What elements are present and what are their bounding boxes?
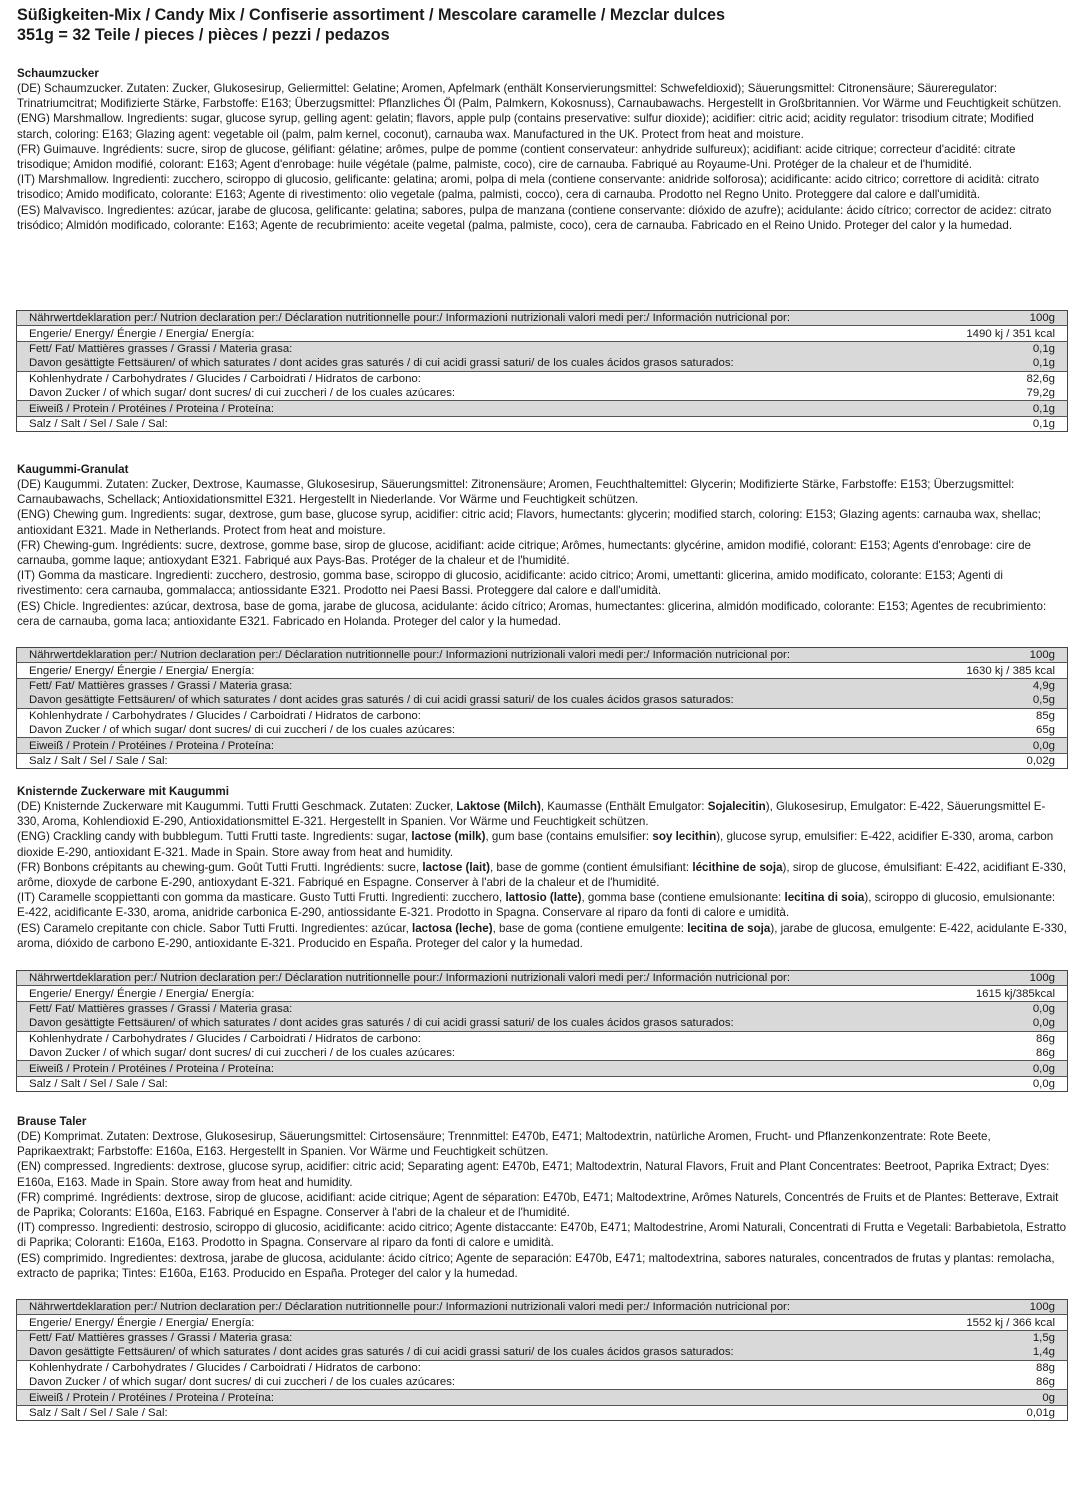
nutrient-label: Fett/ Fat/ Mattières grasses / Grassi / Materia grasa: — [17, 1001, 914, 1016]
nutrient-label: Nährwertdeklaration per:/ Nutrion declaration per:/ Déclaration nutritionnelle pour:/ Informazioni nutrizionali valori medi per:/ Información nutricional por: — [17, 1300, 914, 1315]
nutrient-label: Davon Zucker / of which sugar/ dont sucres/ di cui zuccheri / de los cuales azúcares: — [29, 387, 456, 400]
nutrition-header-row — [17, 1300, 1068, 1315]
nutrient-label: Kohlenhydrate / Carbohydrates / Glucides / Carboidrati / Hidratos de carbono: — [17, 1031, 914, 1046]
ingredients-paragraph — [17, 890, 1067, 920]
nutrition-row-energy — [17, 663, 1068, 678]
ingredients-paragraph — [17, 1220, 1067, 1250]
nutrient-value: 100g — [913, 1300, 1068, 1315]
ingredients-run: (ES) Malvavisco. Ingredientes: azúcar, jarabe de glucosa, gelificante: gelatina; sabores, pulpa de manzana (contiene conservante: dióxido de azufre); acidulante: ácido cítrico; corrector de acidez: citrato trisódico; Almidón modificado, colorante: E163; Agente de recubrimiento: aceite vegetal (palma, palmiste, coco), cera de carnauba. Fabricado en el Reino Unido. Proteger del calor y la humedad. — [17, 203, 1052, 232]
nutrient-label: Engerie/ Energy/ Énergie / Energia/ Energía: — [17, 986, 914, 1001]
ingredients-run: (ES) Caramelo crepitante con chicle. Sabor Tutti Frutti. Ingredientes: azúcar, — [17, 921, 413, 935]
ingredients-run: , gomma base (contiene emulsionante: — [581, 891, 785, 905]
allergen-text: lactose (milk) — [411, 830, 486, 844]
ingredients-run: ), glucose syrup, emulsifier: E-422, acidifier E-330, aroma, carbon dioxide E-290, antioxidant E-321. Made in Spain. Store away from heat and humidity. — [17, 830, 1054, 859]
allergen-text: lattosio (latte) — [505, 891, 582, 905]
ingredients-paragraph — [17, 921, 1067, 951]
nutrition-row-protein — [17, 1061, 1068, 1076]
nutrient-label: Kohlenhydrate / Carbohydrates / Glucides / Carboidrati / Hidratos de carbono: — [17, 708, 914, 723]
nutrient-value: 0,1g — [913, 341, 1068, 356]
nutrient-label: Davon Zucker / of which sugar/ dont sucres/ di cui zuccheri / de los cuales azúcares: — [29, 1047, 456, 1060]
ingredients-run: (ENG) Chewing gum. Ingredients: sugar, dextrose, gum base, glucose syrup, acidifier: citric acid; Flavors, humectants: glycerin; modified starch, coloring: E153; Glazing agents: carnauba wax, shellac; antioxidant E321. Made in Netherlands. Protect from heat and moisture. — [17, 508, 1041, 537]
product-section-kaugummi-granulat — [17, 462, 1067, 629]
nutrition-row-protein — [17, 401, 1068, 416]
ingredients-text — [17, 81, 1067, 233]
nutrient-value: 1,4g — [913, 1345, 1068, 1360]
nutrient-value: 0,1g — [913, 416, 1068, 431]
nutrient-label: Nährwertdeklaration per:/ Nutrion declaration per:/ Déclaration nutritionnelle pour:/ Informazioni nutrizionali valori medi per:/ Información nutricional por: — [17, 311, 914, 326]
ingredients-paragraph — [17, 799, 1067, 829]
ingredients-paragraph — [17, 81, 1067, 111]
ingredients-run: (DE) Schaumzucker. Zutaten: Zucker, Glukosesirup, Geliermittel: Gelatine; Aromen, Apfelmark (enthält Konservierungsmittel: Schwefeldioxid); Säuerungsmittel: Citronensäure; Säureregulator: Trinatriumcitrat; Modifizierte Stärke, Farbstoffe: E163; Überzugsmittel: Pflanzliches Öl (Palm, Palmkern, Kokosnuss), Carnaubawachs. Hergestellt in Großbritannien. Vor Wärme und Feuchtigkeit schützen. — [17, 82, 1062, 111]
product-section-brause-taler — [17, 1114, 1067, 1281]
ingredients-paragraph — [17, 142, 1067, 172]
nutrient-value: 0,0g — [913, 1016, 1068, 1031]
ingredients-run: (DE) Kaugummi. Zutaten: Zucker, Dextrose, Kaumasse, Glukosesirup, Säuerungsmittel: Zitronensäure; Aromen, Feuchthaltemittel: Glycerin; Modifizierte Stärke, Farbstoffe: E153; Überzugsmittel: Carnaubawachs, Schellack; Antioxidationsmittel E321. Hergestellt in Niederlande. Vor Wärme und Feuchtigkeit schützen. — [17, 478, 1015, 507]
nutrient-value: 86g — [913, 1031, 1068, 1046]
nutrition-row-energy — [17, 986, 1068, 1001]
nutrient-label: Fett/ Fat/ Mattières grasses / Grassi / Materia grasa: — [17, 341, 914, 356]
ingredients-run: (ENG) Crackling candy with bubblegum. Tutti Frutti taste. Ingredients: sugar, — [17, 830, 412, 844]
nutrient-label: Kohlenhydrate / Carbohydrates / Glucides / Carboidrati / Hidratos de carbono: — [17, 1360, 914, 1375]
ingredients-text — [17, 799, 1067, 951]
nutrient-label: Nährwertdeklaration per:/ Nutrion declaration per:/ Déclaration nutritionnelle pour:/ Informazioni nutrizionali valori medi per:/ Información nutricional por: — [17, 971, 914, 986]
ingredients-run: ), sirop de glucose, émulsifiant: E-422, acidifiant E-330, arôme, dioxyde de carbone E-290, antioxydant E-321. Fabriqué en Espagne. Conserver à l'abri de la chaleur et de l'humidité. — [17, 860, 1067, 890]
nutrition-row-saturated — [17, 356, 1068, 371]
nutrient-value: 82,6g — [913, 371, 1068, 386]
nutrition-row-energy — [17, 326, 1068, 341]
nutrition-row-carbohydrates — [17, 1360, 1068, 1375]
ingredients-run: (EN) compressed. Ingredients: dextrose, glucose syrup, acidifier: citric acid; Separating agent: E470b, E471; Maltodextrin, Natural Flavors, Fruit and Plant Concentrates: Beetroot, Paprika Extract; Dyes: E160a, E163. Made in Spain. Store away from heat and humidity. — [17, 1160, 1050, 1189]
nutrient-value: 88g — [913, 1360, 1068, 1375]
ingredients-run: (IT) compresso. Ingredienti: destrosio, sciroppo di glucosio, acidificante: acido citrico; Agente distaccante: E470b, E471; Maltodestrine, Aromi Naturali, Concentrati di Frutta e Vegetali: Barbabietola, Estratto di Paprika; Coloranti: E160a, E163. Prodotto in Spagna. Conservare al riparo da fonti di calore e umidità. — [17, 1221, 1067, 1250]
ingredients-run: , base de gomme (contient émulsifiant: — [489, 860, 693, 874]
nutrient-label: Eiweiß / Protein / Protéines / Proteina / Proteína: — [17, 401, 914, 416]
nutrition-row-protein — [17, 738, 1068, 753]
ingredients-run: (IT) Caramelle scoppiettanti con gomma da masticare. Gusto Tutti Frutti. Ingredienti: zucchero, — [17, 891, 506, 905]
product-name: Knisternde Zuckerware mit Kaugummi — [17, 785, 229, 798]
nutrient-label: Davon Zucker / of which sugar/ dont sucres/ di cui zuccheri / de los cuales azúcares: — [29, 1376, 456, 1389]
nutrient-value: 86g — [1035, 1047, 1055, 1060]
nutrient-label: Davon gesättigte Fettsäuren/ of which saturates / dont acides gras saturés / di cui acidi grassi saturi/ de los cuales ácidos grasos saturados: — [17, 1345, 914, 1360]
ingredients-run: , base de goma (contiene emulgente: — [492, 921, 688, 935]
product-section-knisternde-zuckerware — [17, 784, 1067, 951]
ingredients-paragraph — [17, 1129, 1067, 1159]
ingredients-run: (FR) comprimé. Ingrédients: dextrose, sirop de glucose, acidifiant: acide citrique; Agent de séparation: E470b, E471; Maltodextrine, Arômes Naturels, Concentrés de Fruits et de Plantes: Betterave, Extrait de Paprika; Colorants: E160a, E163. Fabriqué en Espagne. Conserver à l'abri de la chaleur et de l'humidité. — [17, 1190, 1059, 1220]
allergen-text: Laktose (Milch) — [456, 800, 541, 813]
nutrition-row-saturated — [17, 1016, 1068, 1031]
nutrient-value: 100g — [913, 971, 1068, 986]
nutrient-value: 0,01g — [913, 1405, 1068, 1420]
ingredients-paragraph — [17, 172, 1067, 202]
product-section-schaumzucker — [17, 66, 1067, 233]
ingredients-paragraph — [17, 599, 1067, 629]
ingredients-run: (ENG) Marshmallow. Ingredients: sugar, glucose syrup, gelling agent: gelatin; flavors, apple pulp (contains preservative: sulfur dioxide); acidifier: citric acid; acidity regulator: trisodium citrate; Modified starch, coloring: E163; Glazing agent: vegetable oil (palm, palm kernel, coconut), carnauba wax. Manufactured in the UK. Protect from heat and moisture. — [17, 112, 1034, 141]
ingredients-run: ), sciroppo di glucosio, emulsionante: E-422, acidificante E-330, aroma, anidride carbonica E-290, antiossidante E-321. Prodotto in Spagna. Conservare al riparo da fonti di calore e umidità. — [17, 891, 1056, 920]
nutrient-value: 0,02g — [913, 753, 1068, 768]
nutrition-row-salt — [17, 1076, 1068, 1091]
nutrient-value: 1490 kj / 351 kcal — [913, 326, 1068, 341]
nutrient-value: 1,5g — [913, 1330, 1068, 1345]
nutrient-label: Engerie/ Energy/ Énergie / Energia/ Energía: — [17, 1315, 914, 1330]
nutrient-label: Davon Zucker / of which sugar/ dont sucres/ di cui zuccheri / de los cuales azúcares: — [29, 724, 456, 737]
nutrition-table — [16, 310, 1068, 432]
nutrition-table — [16, 970, 1068, 1092]
document-header — [17, 6, 1069, 45]
nutrition-row-saturated — [17, 693, 1068, 708]
nutrition-row-protein — [17, 1390, 1068, 1405]
nutrition-row-salt — [17, 1405, 1068, 1420]
nutrient-label: Salz / Salt / Sel / Sale / Sal: — [17, 753, 914, 768]
nutrition-table — [16, 647, 1068, 769]
allergen-text: lactose (lait) — [422, 860, 490, 874]
nutrient-value: 0,0g — [913, 1076, 1068, 1091]
nutrient-label: Engerie/ Energy/ Énergie / Energia/ Energía: — [17, 326, 914, 341]
allergen-text: lactosa (leche) — [412, 921, 493, 935]
nutrition-row-fat — [17, 678, 1068, 693]
ingredients-text — [17, 1129, 1067, 1281]
nutrient-label: Salz / Salt / Sel / Sale / Sal: — [17, 1076, 914, 1091]
ingredients-paragraph — [17, 1159, 1067, 1189]
nutrient-value: 1630 kj / 385 kcal — [913, 663, 1068, 678]
nutrient-value: 1615 kj/385kcal — [913, 986, 1068, 1001]
ingredients-paragraph — [17, 829, 1067, 859]
ingredients-run: ), Glukosesirup, Emulgator: E-422, Säuerungsmittel E-330, Aroma, Kohlendioxid E-290, Antioxidationsmittel E-321. Hergestellt in Spanien. Vor Wärme und Feuchtigkeit schützen. — [17, 800, 1046, 829]
nutrition-row-sugar — [17, 1046, 1068, 1061]
ingredients-run: ), jarabe de glucosa, emulgente: E-422, acidulante E-330, aroma, dióxido de carbono E-290, antioxidante E-321. Producido en España. Proteger del calor y la humedad. — [17, 921, 1067, 950]
ingredients-run: (FR) Bonbons crépitants au chewing-gum. Goût Tutti Frutti. Ingrédients: sucre, — [17, 860, 423, 874]
nutrient-label: Eiweiß / Protein / Protéines / Proteina / Proteína: — [17, 1061, 914, 1076]
nutrition-row-sugar — [17, 386, 1068, 401]
document-subtitle: 351g = 32 Teile / pieces / pièces / pezzi / pedazos — [17, 25, 390, 44]
allergen-text: lecitina de soja — [687, 921, 771, 935]
nutrient-label: Fett/ Fat/ Mattières grasses / Grassi / Materia grasa: — [17, 1330, 914, 1345]
nutrient-label: Fett/ Fat/ Mattières grasses / Grassi / Materia grasa: — [17, 678, 914, 693]
ingredients-run: , gum base (contains emulsifier: — [485, 830, 653, 844]
nutrition-row-fat — [17, 1330, 1068, 1345]
product-name: Kaugummi-Granulat — [17, 463, 129, 476]
ingredients-run: (IT) Gomma da masticare. Ingredienti: zucchero, destrosio, gomma base, sciroppo di glucosio, acidificante: acido citrico; Aromi, umettanti: glicerina, amido modificato, colorante: E153; Agenti di rivestimento: cera carnauba, gommalacca; antiossidante E321. Prodotto nei Paesi Bassi. Proteggere dal calore e dall'umidità. — [17, 569, 1003, 598]
nutrient-label: Eiweiß / Protein / Protéines / Proteina / Proteína: — [17, 1390, 914, 1405]
nutrient-value: 0,5g — [913, 693, 1068, 708]
nutrition-header-row — [17, 648, 1068, 663]
ingredients-run: , Kaumasse (Enthält Emulgator: — [540, 800, 708, 813]
ingredients-paragraph — [17, 507, 1067, 537]
ingredients-run: (DE) Komprimat. Zutaten: Dextrose, Glukosesirup, Säuerungsmittel: Cirtosensäure; Trennmittel: E470b, E471; Maltodextrin, natürliche Aromen, Frucht- und Pflanzenkonzentrate: Rote Beete, Paprikaextrakt; Farbstoffe: E160a, E163. Hergestellt in Spanien. Vor Wärme und Feuchtigkeit schützen. — [17, 1130, 991, 1159]
document-title: Süßigkeiten-Mix / Candy Mix / Confiserie assortiment / Mescolare caramelle / Mezclar dulces — [17, 6, 725, 24]
nutrient-value: 0,0g — [913, 1001, 1068, 1016]
ingredients-paragraph — [17, 111, 1067, 141]
nutrition-header-row — [17, 311, 1068, 326]
nutrient-value: 0,0g — [913, 1061, 1068, 1076]
nutrition-row-salt — [17, 753, 1068, 768]
ingredients-run: (ES) Chicle. Ingredientes: azúcar, dextrosa, base de goma, jarabe de glucosa, acidulante: ácido cítrico; Aromas, humectantes: glicerina, almidón modificado, colorante: E153; Agentes de recubrimiento: cera de carnauba, goma laca; antioxidante E321. Fabricado en Holanda. Proteger del calor y la humedad. — [17, 599, 1047, 628]
nutrition-row-fat — [17, 1001, 1068, 1016]
nutrient-value: 79,2g — [1026, 387, 1055, 400]
nutrition-row-fat — [17, 341, 1068, 356]
ingredients-paragraph — [17, 477, 1067, 507]
allergen-text: lécithine de soja — [692, 860, 783, 874]
nutrition-row-salt — [17, 416, 1068, 431]
nutrient-label: Engerie/ Energy/ Énergie / Energia/ Energía: — [17, 663, 914, 678]
ingredients-paragraph — [17, 1251, 1067, 1281]
product-name: Schaumzucker — [17, 67, 99, 80]
nutrition-row-sugar — [17, 723, 1068, 738]
ingredients-paragraph — [17, 203, 1067, 233]
nutrient-value: 100g — [913, 648, 1068, 663]
ingredients-text — [17, 477, 1067, 629]
nutrient-label: Davon gesättigte Fettsäuren/ of which saturates / dont acides gras saturés / di cui acidi grassi saturi/ de los cuales ácidos grasos saturados: — [17, 1016, 914, 1031]
allergen-text: Sojalecitin — [707, 800, 766, 813]
product-name: Brause Taler — [17, 1115, 87, 1128]
ingredients-run: (IT) Marshmallow. Ingredienti: zucchero, sciroppo di glucosio, gelificante: gelatina; aromi, polpa di mela (contiene conservante: anidride solforosa); acidificante: acido citrico; correttore di acidità: citrato trisodico; Amido modificato, colorante: E163; Agente di rivestimento: olio vegetale (palma, palmisti, cocco), cera di carnauba. Prodotto nel Regno Unito. Proteggere dal calore e dall'umidità. — [17, 173, 1040, 202]
nutrient-label: Eiweiß / Protein / Protéines / Proteina / Proteína: — [17, 738, 914, 753]
nutrient-value: 65g — [1035, 724, 1055, 737]
nutrient-label: Salz / Salt / Sel / Sale / Sal: — [17, 416, 914, 431]
nutrition-row-energy — [17, 1315, 1068, 1330]
nutrient-value: 100g — [913, 311, 1068, 326]
nutrient-label: Nährwertdeklaration per:/ Nutrion declaration per:/ Déclaration nutritionnelle pour:/ Informazioni nutrizionali valori medi per:/ Información nutricional por: — [17, 648, 914, 663]
allergen-text: lecitina di soia — [784, 891, 865, 905]
nutrient-value: 85g — [913, 708, 1068, 723]
nutrient-value: 0g — [913, 1390, 1068, 1405]
nutrition-row-sugar — [17, 1375, 1068, 1390]
nutrient-value: 0,0g — [913, 738, 1068, 753]
nutrient-label: Kohlenhydrate / Carbohydrates / Glucides / Carboidrati / Hidratos de carbono: — [17, 371, 914, 386]
ingredients-run: (ES) comprimido. Ingredientes: dextrosa, jarabe de glucosa, acidulante: ácido cítrico; Agente de separación: E470b, E471; maltodextrina, sabores naturales, concentrados de frutas y plantas: remolacha, extracto de paprika; Tintes: E160a, E163. Producido en España. Proteger del calor y la humedad. — [17, 1251, 1055, 1280]
nutrient-value: 0,1g — [913, 401, 1068, 416]
ingredients-paragraph — [17, 538, 1067, 568]
nutrition-row-carbohydrates — [17, 708, 1068, 723]
allergen-text: soy lecithin — [652, 830, 717, 844]
nutrition-row-carbohydrates — [17, 1031, 1068, 1046]
nutrient-label: Davon gesättigte Fettsäuren/ of which saturates / dont acides gras saturés / di cui acidi grassi saturi/ de los cuales ácidos grasos saturados: — [17, 356, 914, 371]
ingredients-run: (DE) Knisternde Zuckerware mit Kaugummi. Tutti Frutti Geschmack. Zutaten: Zucker, — [17, 800, 457, 813]
ingredients-paragraph — [17, 1190, 1067, 1220]
nutrient-value: 4,9g — [913, 678, 1068, 693]
nutrient-value: 0,1g — [913, 356, 1068, 371]
ingredients-run: (FR) Chewing-gum. Ingrédients: sucre, dextrose, gomme base, sirop de glucose, acidifiant: acide citrique; Arômes, humectants: glycérine, amidon modifié, colorant: E153; Agents d'enrobage: cire de carnauba, gomme laque; antioxydant E321. Fabriqué aux Pays-Bas. Protéger de la chaleur et de l'humidité. — [17, 538, 1031, 568]
nutrition-row-carbohydrates — [17, 371, 1068, 386]
nutrient-label: Davon gesättigte Fettsäuren/ of which saturates / dont acides gras saturés / di cui acidi grassi saturi/ de los cuales ácidos grasos saturados: — [17, 693, 914, 708]
ingredients-run: (FR) Guimauve. Ingrédients: sucre, sirop de glucose, gélifiant: gélatine; arômes, pulpe de pomme (contient conservateur: anhydride sulfureux); acidifiant: acide citrique; correcteur d'acidité: citrate trisodique; Amidon modifié, colorant: E163; Agent d'enrobage: huile végétale (palme, palmiste, coco), cire de carnauba. Fabriqué au Royaume-Uni. Protéger de la chaleur et de l'humidité. — [17, 142, 1016, 172]
nutrient-value: 86g — [1035, 1376, 1055, 1389]
nutrient-value: 1552 kj / 366 kcal — [913, 1315, 1068, 1330]
ingredients-paragraph — [17, 568, 1067, 598]
ingredients-paragraph — [17, 860, 1067, 890]
nutrient-label: Salz / Salt / Sel / Sale / Sal: — [17, 1405, 914, 1420]
nutrition-row-saturated — [17, 1345, 1068, 1360]
nutrition-header-row — [17, 971, 1068, 986]
nutrition-table — [16, 1299, 1068, 1421]
